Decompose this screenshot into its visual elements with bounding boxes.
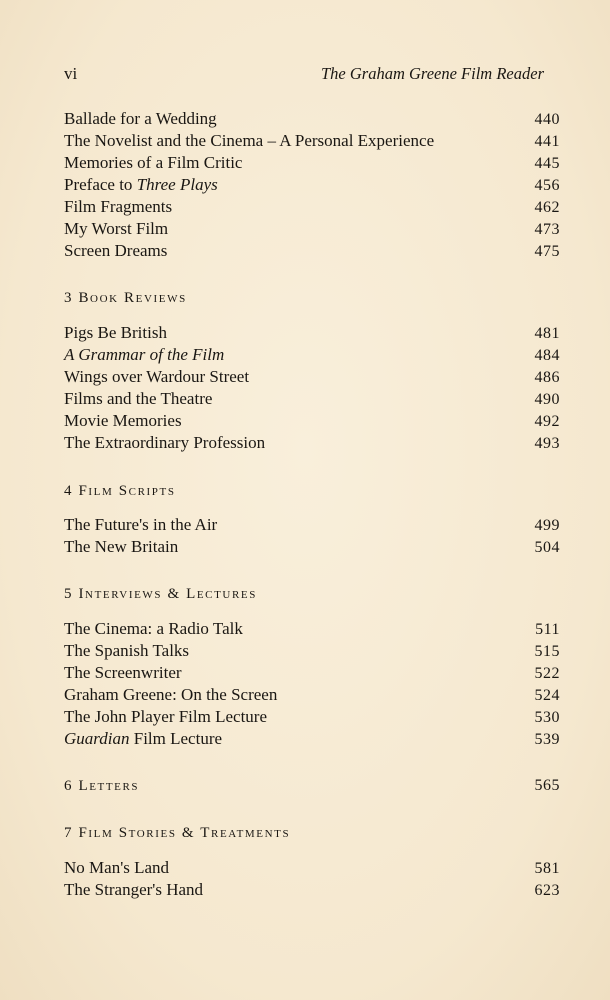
entry-page: 511 [535,621,560,638]
entry-page: 565 [534,777,560,794]
toc-entry[interactable] [64,879,560,901]
entry-page: 475 [534,243,560,260]
toc-entry[interactable] [64,108,560,130]
entry-title: No Man's Land [64,858,170,877]
entry-title: Preface to Three Plays [64,175,218,194]
toc-entry[interactable] [64,152,560,174]
toc-entry[interactable] [64,218,560,240]
entry-page: 504 [534,539,560,556]
entry-page: 445 [534,155,560,172]
toc-entry[interactable] [64,130,560,152]
entry-title: Films and the Theatre [64,389,213,408]
entry-title: Pigs Be British [64,323,167,342]
entry-title: The Stranger's Hand [64,880,204,899]
entry-page: 530 [534,709,560,726]
toc-entry[interactable] [64,410,560,432]
entry-page: 486 [534,369,560,386]
toc-entry[interactable] [64,196,560,218]
running-header [64,64,544,84]
section-heading: 7 Film Stories & Treatments [64,825,291,841]
toc-entry[interactable] [64,388,560,410]
entry-title: A Grammar of the Film [64,345,225,364]
entry-title: My Worst Film [64,219,169,238]
toc-entry[interactable] [64,344,560,366]
entry-page: 490 [534,391,560,408]
entry-page: 484 [534,347,560,364]
toc-entry[interactable] [64,706,560,728]
entry-page: 441 [534,133,560,150]
entry-title: The New Britain [64,537,179,556]
entry-page: 456 [534,177,560,194]
toc-entry[interactable] [64,240,560,262]
entry-page: 462 [534,199,560,216]
toc-entry[interactable] [64,640,560,662]
entry-page: 481 [534,325,560,342]
entry-page: 473 [534,221,560,238]
entry-title: Film Fragments [64,197,173,216]
toc-entry[interactable] [64,174,560,196]
entry-title: Memories of a Film Critic [64,153,243,172]
entry-page: 539 [534,731,560,748]
entry-title: Wings over Wardour Street [64,367,250,386]
entry-title: The Extraordinary Profession [64,433,266,452]
entry-title: The John Player Film Lecture [64,707,268,726]
toc-entry[interactable] [64,536,560,558]
entry-page: 515 [534,643,560,660]
entry-title: The Spanish Talks [64,641,190,660]
entry-title: Ballade for a Wedding [64,109,217,128]
toc-entry[interactable] [64,366,560,388]
section-heading[interactable]: 6 Letters 565 [64,775,560,797]
running-title: The Graham Greene Film Reader [320,64,544,83]
toc-entry[interactable] [64,322,560,344]
section-heading: 3 Book Reviews [64,290,187,306]
entry-page: 581 [534,860,560,877]
entry-page: 522 [534,665,560,682]
entry-title: Movie Memories [64,411,182,430]
entry-page: 623 [534,882,560,899]
entry-page: 440 [534,111,560,128]
entry-page: 524 [534,687,560,704]
toc-entry[interactable] [64,684,560,706]
section-heading: 5 Interviews & Lectures [64,586,257,602]
toc-entry[interactable] [64,514,560,536]
entry-title: The Novelist and the Cinema – A Personal Experience [64,131,435,150]
entry-page: 499 [534,517,560,534]
toc-entry[interactable] [64,618,560,640]
entry-title: Graham Greene: On the Screen [64,685,278,704]
entry-title: Guardian Film Lecture [64,729,223,748]
entry-page: 493 [534,435,560,452]
entry-title: The Screenwriter [64,663,182,682]
toc-entry[interactable] [64,728,560,750]
entry-title: The Cinema: a Radio Talk [64,619,243,638]
section-heading: 4 Film Scripts [64,483,176,499]
page-folio: vi [64,64,78,83]
entry-title: Screen Dreams [64,241,168,260]
toc-entry[interactable] [64,432,560,454]
entry-title: The Future's in the Air [64,515,218,534]
toc-entry[interactable] [64,857,560,879]
toc-entry[interactable] [64,662,560,684]
entry-page: 492 [534,413,560,430]
